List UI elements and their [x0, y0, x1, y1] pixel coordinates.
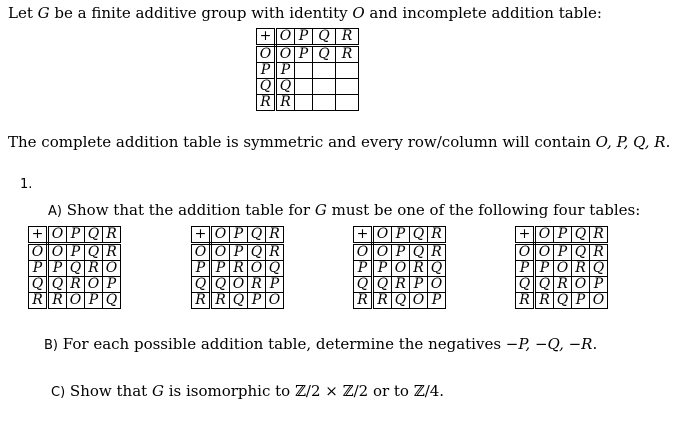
table-cell: Q [392, 293, 410, 309]
table-cell: O [516, 244, 535, 261]
table-cell: R [336, 29, 359, 46]
table-cell: O [373, 244, 392, 261]
table-cell: P [230, 227, 248, 244]
table-cell: Q [85, 227, 103, 244]
table-cell: P [295, 29, 313, 46]
table-cell: O [590, 293, 608, 309]
table-cell: R [392, 277, 410, 293]
table-cell: R [428, 244, 446, 261]
table-cell: O [103, 261, 121, 277]
table-cell: P [535, 261, 554, 277]
table-cell: O [248, 261, 266, 277]
part-c-text: C) Show that G is isomorphic to ℤ/2 × ℤ/2 or to ℤ/4. [51, 382, 445, 400]
table-cell: R [266, 227, 284, 244]
table-cell: O [276, 46, 295, 63]
table-row [29, 293, 121, 309]
table-cell: Q [572, 244, 590, 261]
table-cell: O [535, 244, 554, 261]
table-cell: Q [516, 277, 535, 293]
table-cell: + [354, 227, 373, 244]
table-cell: Q [85, 244, 103, 261]
table-cell [313, 63, 336, 79]
table-header-row [192, 227, 284, 244]
table-row [354, 261, 446, 277]
table-cell: Q [410, 244, 428, 261]
part-a-text: A) Show that the addition table for G must be one of the following four tables: [48, 201, 641, 219]
table-row [192, 293, 284, 309]
table-cell: R [516, 293, 535, 309]
table-cell: O [354, 244, 373, 261]
table-cell: P [230, 244, 248, 261]
statement-text: The complete addition table is symmetric and every row/column will contain O, P, Q, R. [8, 133, 671, 151]
table-cell: R [248, 277, 266, 293]
table-cell: P [410, 277, 428, 293]
table-cell: + [192, 227, 211, 244]
incomplete-addition-table [256, 28, 359, 111]
table-cell: R [192, 293, 211, 309]
table-cell: P [554, 227, 572, 244]
table-cell: P [276, 63, 295, 79]
table-cell: P [67, 244, 85, 261]
addition-table-4 [515, 226, 608, 309]
table-cell: Q [590, 261, 608, 277]
table-cell: P [392, 244, 410, 261]
table-cell: Q [211, 277, 230, 293]
table-cell: O [535, 227, 554, 244]
table-cell: P [29, 261, 48, 277]
table-cell: P [295, 46, 313, 63]
part-b-text: B) For each possible addition table, determine the negatives −P, −Q, −R. [44, 335, 598, 353]
table-cell: P [554, 244, 572, 261]
table-row [354, 293, 446, 309]
table-cell: + [516, 227, 535, 244]
table-cell: R [230, 261, 248, 277]
table-cell: O [67, 293, 85, 309]
table-row [257, 63, 359, 79]
table-cell [313, 79, 336, 95]
table-cell: R [428, 227, 446, 244]
table-cell: P [572, 293, 590, 309]
table-cell: R [590, 227, 608, 244]
table-cell: R [67, 277, 85, 293]
intro-text: Let G be a finite additive group with identity O and incomplete addition table: [8, 4, 602, 22]
table-cell: O [230, 277, 248, 293]
table-cell: P [373, 261, 392, 277]
table-cell: R [48, 293, 67, 309]
table-cell: R [373, 293, 392, 309]
addition-table-3 [353, 226, 446, 309]
table-cell: O [29, 244, 48, 261]
table-cell: O [257, 46, 276, 63]
table-row [516, 293, 608, 309]
table-header-row [516, 227, 608, 244]
table-cell: Q [48, 277, 67, 293]
table-cell: P [354, 261, 373, 277]
table-cell: O [572, 277, 590, 293]
table-cell: O [85, 277, 103, 293]
table-cell: R [336, 46, 359, 63]
table-header-row [257, 29, 359, 46]
table-cell [336, 63, 359, 79]
table-cell: P [103, 277, 121, 293]
table-cell [295, 63, 313, 79]
table-cell: R [85, 261, 103, 277]
table-row [516, 261, 608, 277]
table-cell: O [211, 227, 230, 244]
table-row [192, 277, 284, 293]
table-cell: Q [410, 227, 428, 244]
table-cell: P [257, 63, 276, 79]
table-cell: R [103, 227, 121, 244]
table-row [257, 79, 359, 95]
table-cell: Q [572, 227, 590, 244]
table-cell: R [410, 261, 428, 277]
table-cell: O [192, 244, 211, 261]
table-row [257, 95, 359, 111]
table-cell: P [192, 261, 211, 277]
table-cell: Q [266, 261, 284, 277]
table-cell: Q [535, 277, 554, 293]
table-cell: Q [248, 227, 266, 244]
table-cell: O [48, 244, 67, 261]
table-cell: R [257, 95, 276, 111]
table-cell: R [354, 293, 373, 309]
table-cell: P [211, 261, 230, 277]
table-cell: P [85, 293, 103, 309]
table-cell: R [590, 244, 608, 261]
table-cell: Q [29, 277, 48, 293]
table-cell: P [392, 227, 410, 244]
table-cell: R [266, 244, 284, 261]
table-cell [295, 95, 313, 111]
table-row [29, 261, 121, 277]
table-cell: P [266, 277, 284, 293]
table-cell: Q [428, 261, 446, 277]
table-cell: P [248, 293, 266, 309]
table-header-row [29, 227, 121, 244]
table-cell [313, 95, 336, 111]
table-cell: + [29, 227, 48, 244]
table-cell: Q [192, 277, 211, 293]
table-cell: Q [354, 277, 373, 293]
table-header-row [354, 227, 446, 244]
table-cell: R [535, 293, 554, 309]
table-cell: O [392, 261, 410, 277]
table-cell: O [266, 293, 284, 309]
table-cell: O [276, 29, 295, 46]
table-cell [336, 79, 359, 95]
table-cell: O [554, 261, 572, 277]
table-row [354, 277, 446, 293]
table-cell: R [211, 293, 230, 309]
addition-table-2 [191, 226, 284, 309]
table-cell: Q [230, 293, 248, 309]
table-cell: P [516, 261, 535, 277]
table-cell: + [257, 29, 276, 46]
table-cell: P [48, 261, 67, 277]
table-cell [336, 95, 359, 111]
table-cell: Q [257, 79, 276, 95]
problem-number: 1. [20, 177, 33, 192]
table-cell: Q [248, 244, 266, 261]
table-row [257, 46, 359, 63]
table-cell: Q [373, 277, 392, 293]
table-row [516, 244, 608, 261]
table-cell [295, 79, 313, 95]
table-cell: Q [313, 29, 336, 46]
table-row [29, 244, 121, 261]
table-cell: P [590, 277, 608, 293]
table-row [29, 277, 121, 293]
table-cell: O [410, 293, 428, 309]
table-cell: O [428, 277, 446, 293]
table-cell: R [276, 95, 295, 111]
addition-table-1 [28, 226, 121, 309]
table-cell: Q [554, 293, 572, 309]
table-row [354, 244, 446, 261]
table-cell: O [211, 244, 230, 261]
table-cell: R [572, 261, 590, 277]
table-cell: P [428, 293, 446, 309]
table-cell: R [103, 244, 121, 261]
table-cell: Q [103, 293, 121, 309]
table-row [516, 277, 608, 293]
table-row [192, 244, 284, 261]
table-cell: Q [67, 261, 85, 277]
table-row [192, 261, 284, 277]
table-cell: P [67, 227, 85, 244]
table-cell: R [554, 277, 572, 293]
table-cell: O [373, 227, 392, 244]
table-cell: Q [313, 46, 336, 63]
table-cell: Q [276, 79, 295, 95]
table-cell: O [48, 227, 67, 244]
table-cell: R [29, 293, 48, 309]
